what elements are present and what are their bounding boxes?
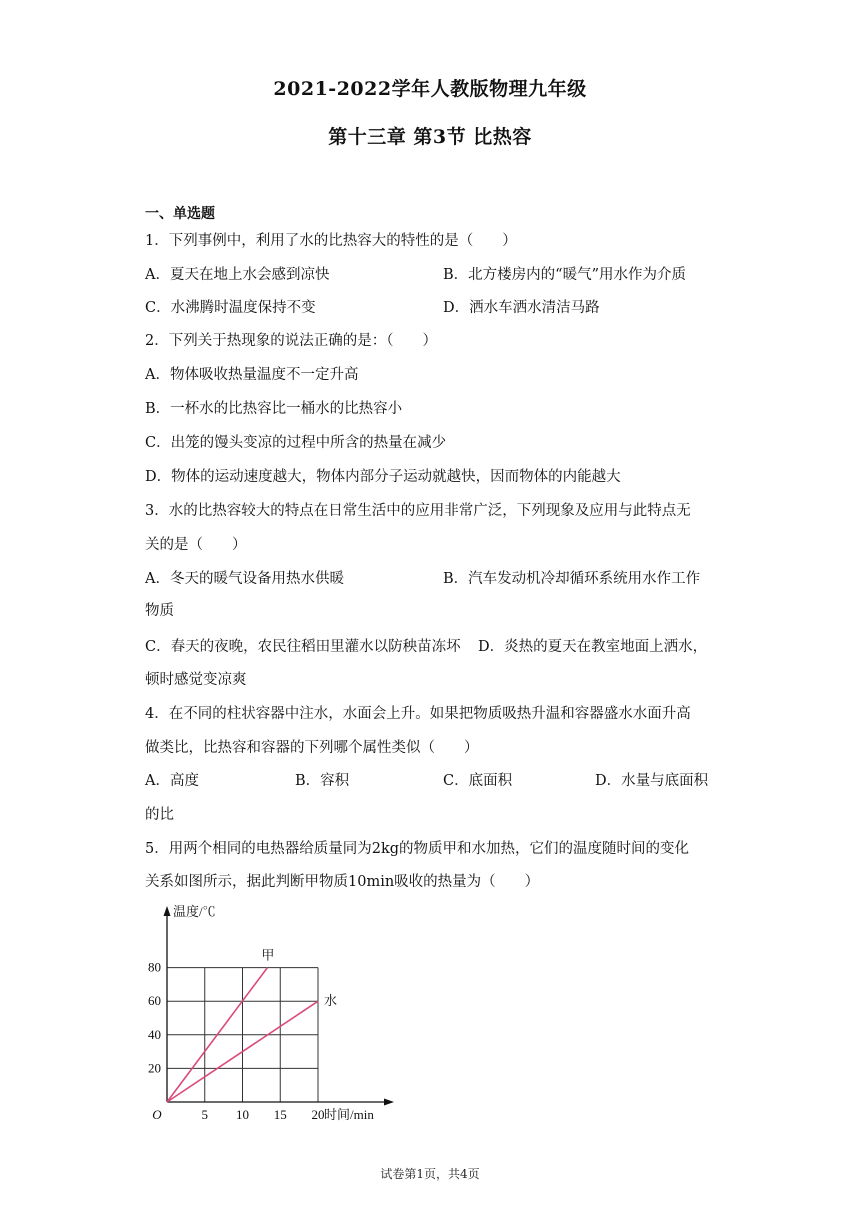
- question-3-option-c: C．春天的夜晚，农民往稻田里灌水以防秧苗冻坏: [145, 639, 461, 655]
- question-3-option-d-cont: 顿时感觉变凉爽: [145, 672, 247, 688]
- question-4-option-b: B．容积: [295, 773, 350, 789]
- x-axis-label: 时间/min: [324, 1107, 374, 1122]
- chart-labels: [148, 904, 374, 1122]
- y-tick-label: 20: [148, 1060, 161, 1076]
- y-axis-arrow: [164, 906, 171, 916]
- question-4-option-c: C．底面积: [443, 773, 513, 789]
- page-title: 2021-2022学年人教版物理九年级: [273, 78, 587, 100]
- question-3-option-d: D．炎热的夏天在教室地面上洒水，: [478, 639, 708, 655]
- chart-grid: [167, 968, 318, 1102]
- question-2-stem: 2．下列关于热现象的说法正确的是：（ ）: [145, 333, 437, 349]
- question-4-option-d-cont: 的比: [145, 807, 174, 823]
- question-4-stem-line1: 4．在不同的柱状容器中注水，水面会上升。如果把物质吸热升温和容器盛水水面升高: [145, 706, 691, 722]
- page-footer: 试卷第1页，共4页: [380, 1167, 480, 1181]
- question-2-option-b: B．一杯水的比热容比一桶水的比热容小: [145, 401, 403, 417]
- x-tick-label: 20: [311, 1107, 325, 1122]
- question-4-option-d: D．水量与底面积: [595, 773, 709, 789]
- question-5-stem-line1: 5．用两个相同的电热器给质量同为2kg的物质甲和水加热，它们的温度随时间的变化: [145, 841, 690, 857]
- question-1-stem: 1．下列事例中，利用了水的比热容大的特性的是（ ）: [145, 233, 517, 249]
- question-3-stem-line1: 3．水的比热容较大的特点在日常生活中的应用非常广泛，下列现象及应用与此特点无: [145, 503, 691, 519]
- x-tick-label: 5: [201, 1107, 208, 1122]
- temperature-time-chart: [140, 902, 400, 1122]
- question-1-option-b: B．北方楼房内的“暖气”用水作为介质: [443, 267, 686, 283]
- y-axis-label: 温度/℃: [173, 904, 216, 919]
- question-4-option-a: A．高度: [145, 773, 199, 789]
- question-2-option-d: D．物体的运动速度越大，物体内部分子运动就越快，因而物体的内能越大: [145, 469, 621, 485]
- question-1-option-c: C．水沸腾时温度保持不变: [145, 300, 316, 316]
- series-label: 甲: [261, 947, 275, 963]
- question-3-stem-line2: 关的是（ ）: [145, 537, 247, 553]
- origin-label: O: [152, 1107, 162, 1122]
- question-1-option-a: A．夏天在地上水会感到凉快: [145, 267, 330, 283]
- section-heading: 一、单选题: [145, 206, 215, 222]
- question-5-stem-line2: 关系如图所示，据此判断甲物质10min吸收的热量为（ ）: [145, 874, 540, 890]
- page-subtitle: 第十三章 第3节 比热容: [328, 126, 532, 148]
- question-4-stem-line2: 做类比，比热容和容器的下列哪个属性类似（ ）: [145, 740, 479, 756]
- x-tick-label: 15: [273, 1107, 287, 1122]
- x-axis-arrow: [384, 1099, 394, 1106]
- x-tick-label: 10: [236, 1107, 249, 1122]
- question-3-option-b-cont: 物质: [145, 603, 174, 619]
- y-tick-label: 40: [148, 1026, 161, 1042]
- y-tick-label: 80: [148, 959, 161, 975]
- y-tick-label: 60: [148, 993, 161, 1009]
- question-3-option-a: A．冬天的暖气设备用热水供暖: [145, 571, 344, 587]
- question-3-option-b: B．汽车发动机冷却循环系统用水作工作: [443, 571, 701, 587]
- series-label: 水: [324, 993, 338, 1009]
- chart-axes: [164, 906, 395, 1106]
- question-2-option-a: A．物体吸收热量温度不一定升高: [145, 367, 359, 383]
- question-2-option-c: C．出笼的馒头变凉的过程中所含的热量在减少: [145, 435, 447, 451]
- question-1-option-d: D．洒水车洒水清洁马路: [443, 300, 600, 316]
